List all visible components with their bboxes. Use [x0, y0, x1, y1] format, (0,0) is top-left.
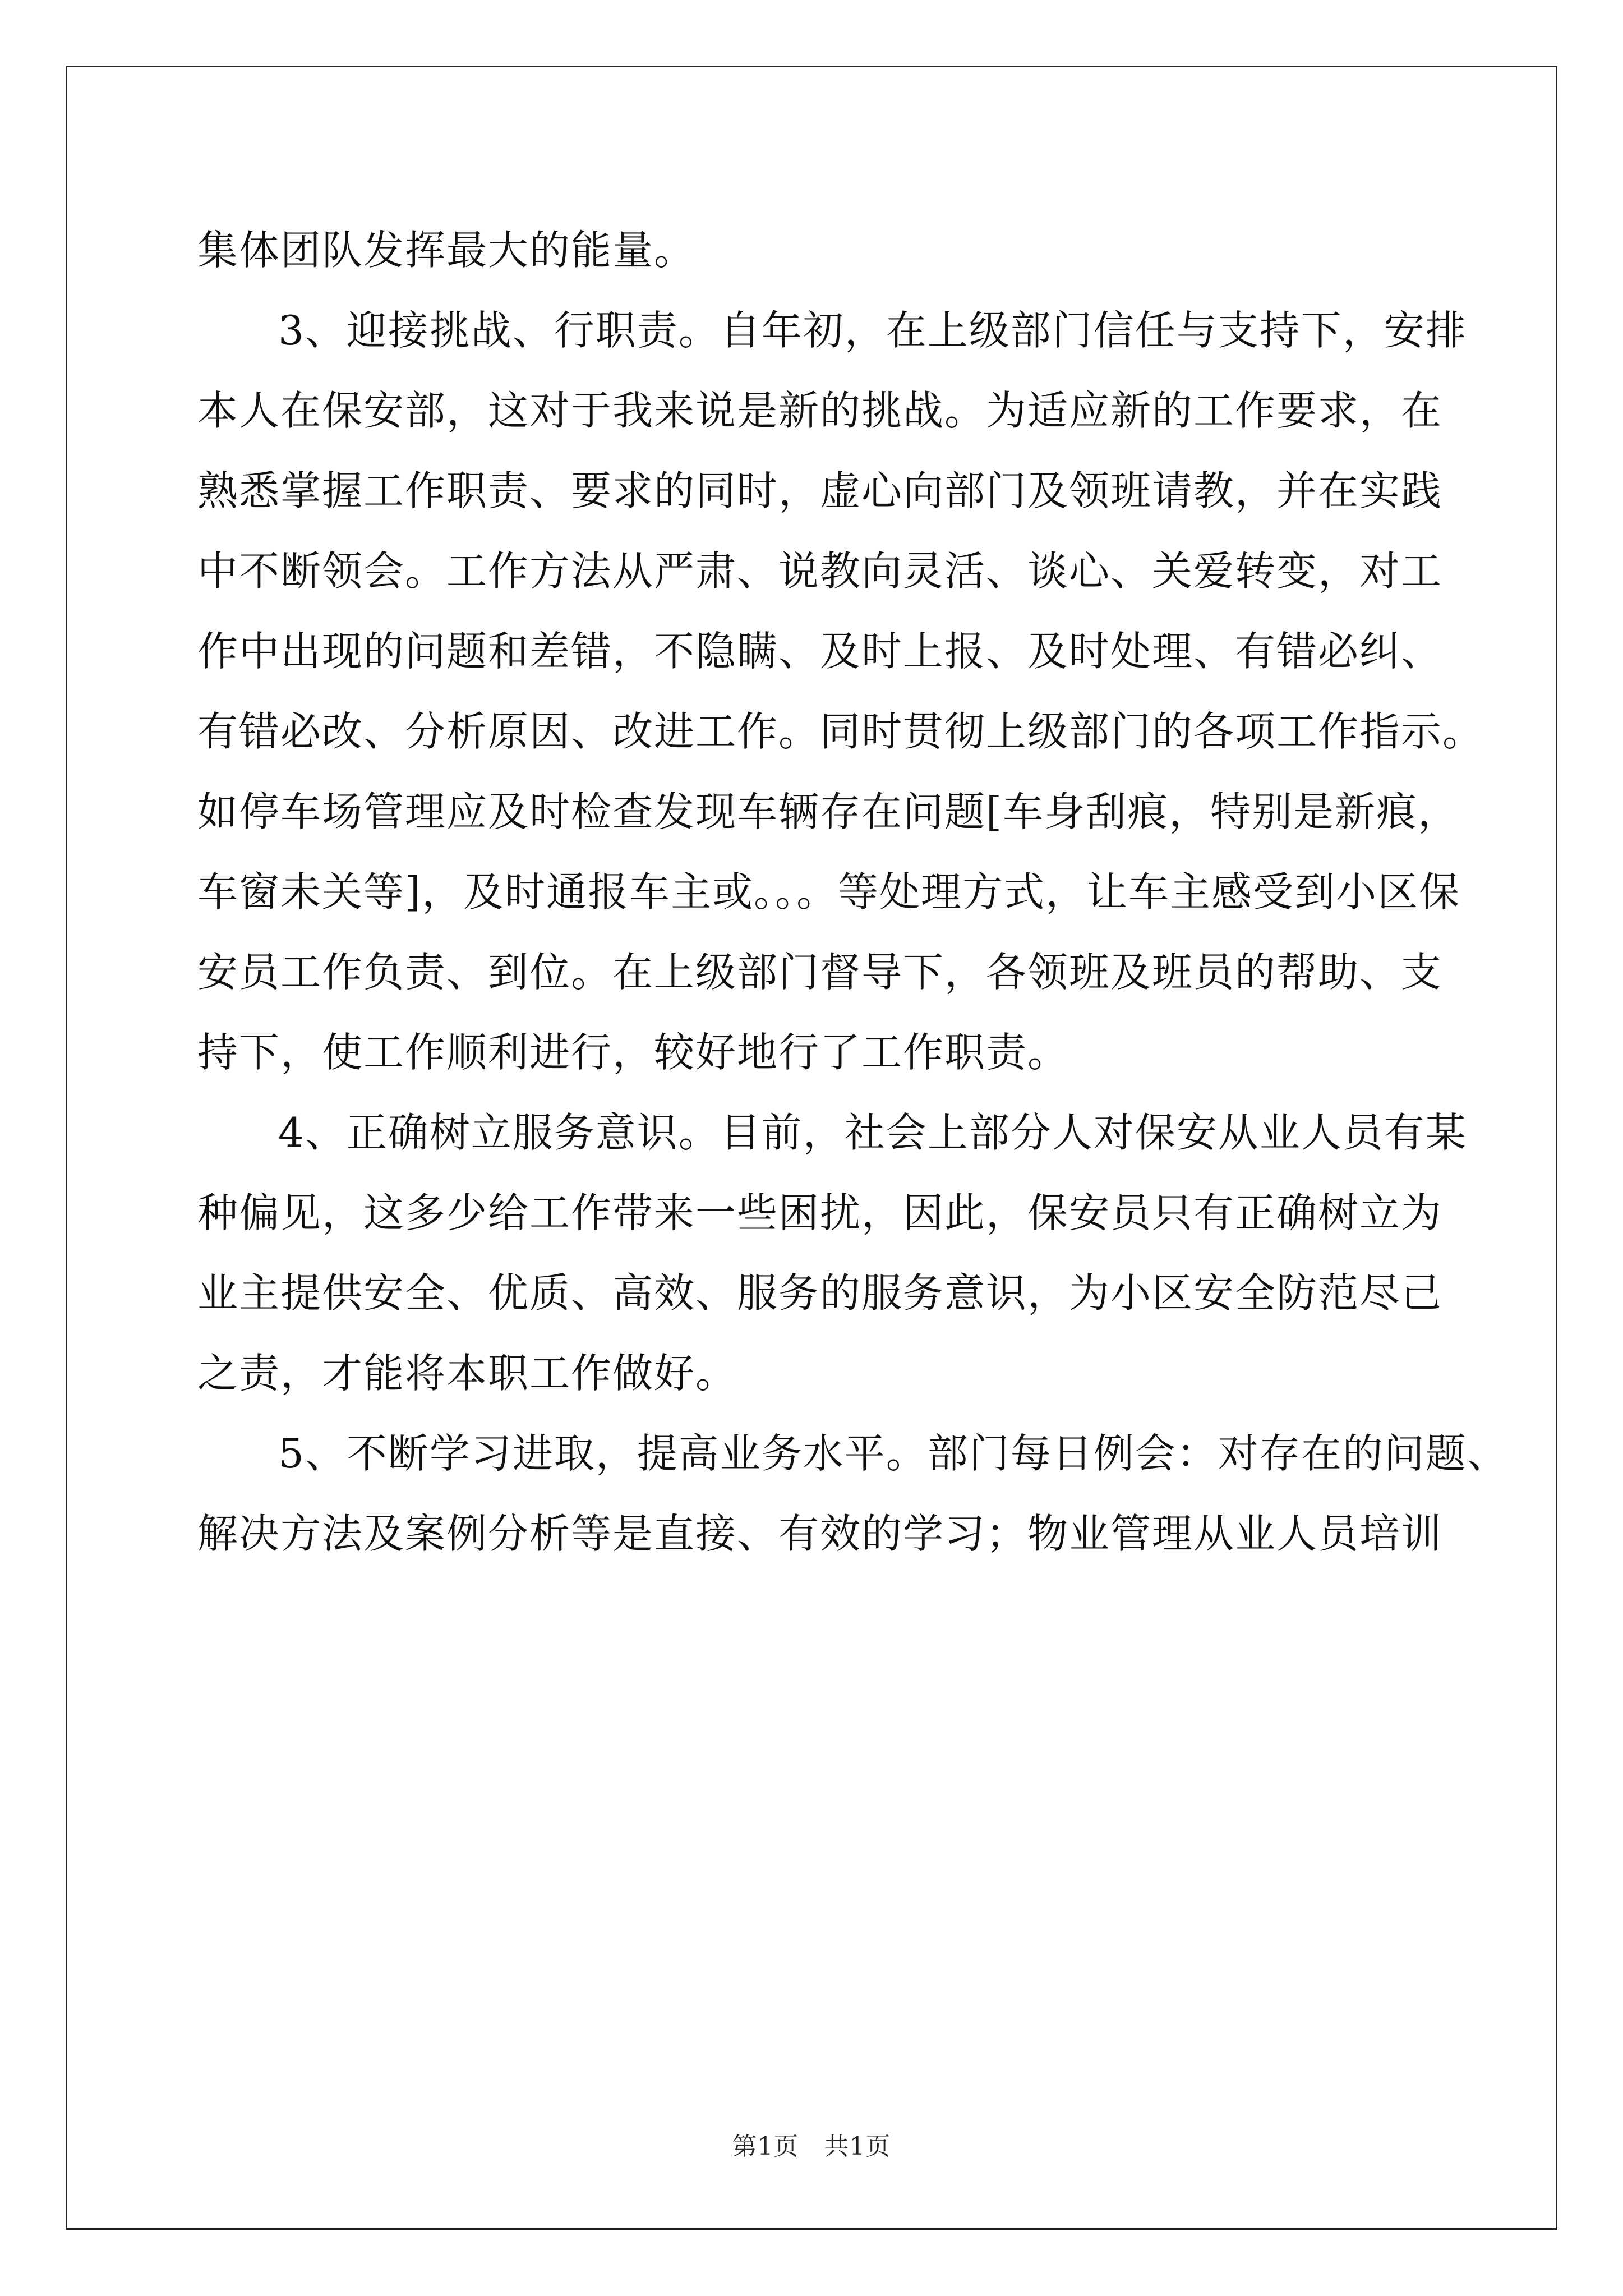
text-line: 集体团队发挥最大的能量。	[197, 227, 696, 274]
page-number-footer: 第1页 共1页	[732, 2132, 891, 2161]
text-line: 解决方法及案例分析等是直接、有效的学习；物业管理从业人员培训	[197, 1510, 1443, 1557]
text-line: 4、正确树立服务意识。目前，社会上部分人对保安从业人员有某	[278, 1109, 1467, 1156]
text-line: 中不断领会。工作方法从严肃、说教向灵活、谈心、关爱转变，对工	[197, 547, 1443, 595]
text-line: 之责，才能将本职工作做好。	[197, 1350, 737, 1397]
text-line: 本人在保安部，这对于我来说是新的挑战。为适应新的工作要求，在	[197, 387, 1443, 434]
text-line: 有错必改、分析原因、改进工作。同时贯彻上级部门的各项工作指示。	[197, 708, 1484, 755]
document-body	[197, 210, 1509, 1574]
text-line: 3、迎接挑战、行职责。自年初，在上级部门信任与支持下，安排	[278, 307, 1467, 354]
text-line: 熟悉掌握工作职责、要求的同时，虚心向部门及领班请教，并在实践	[197, 467, 1443, 514]
text-line: 如停车场管理应及时检查发现车辆存在问题[车身刮痕，特别是新痕，	[197, 788, 1460, 835]
text-line: 作中出现的问题和差错，不隐瞒、及时上报、及时处理、有错必纠、	[197, 628, 1443, 675]
text-line: 安员工作负责、到位。在上级部门督导下，各领班及班员的帮助、支	[197, 949, 1443, 996]
text-line: 5、不断学习进取，提高业务水平。部门每日例会：对存在的问题、	[278, 1430, 1509, 1477]
text-line: 车窗未关等]，及时通报车主或。。。等处理方式，让车主感受到小区保	[197, 868, 1461, 915]
text-line: 种偏见，这多少给工作带来一些困扰，因此，保安员只有正确树立为	[197, 1189, 1443, 1236]
text-line: 业主提供安全、优质、高效、服务的服务意识，为小区安全防范尽己	[197, 1269, 1443, 1317]
text-line: 持下，使工作顺利进行，较好地行了工作职责。	[197, 1029, 1069, 1076]
